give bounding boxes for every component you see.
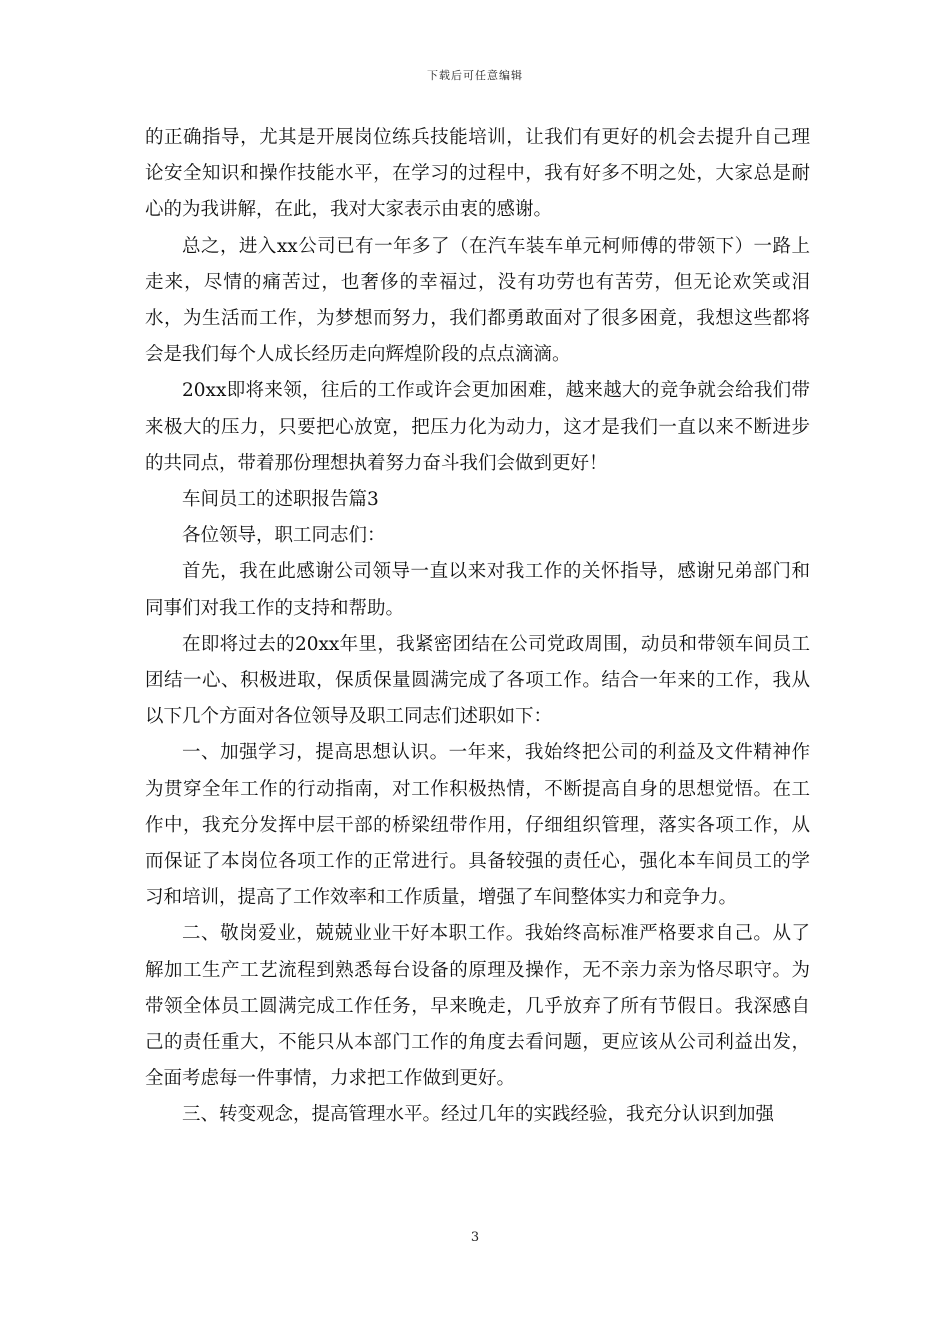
page-number: 3: [470, 1230, 480, 1245]
section-title: 车间员工的述职报告篇3: [182, 489, 379, 511]
paragraph-point-3: 三、转变观念，提高管理水平。经过几年的实践经验，我充分认识到加强: [182, 1104, 775, 1126]
paragraph-point-1: 一、加强学习，提高思想认识。一年来，我始终把公司的利益及文件精神作为贯穿全年工作的行动指南，对工作积极热情，不断提高自身的思想觉悟。在工作中，我充分发挥中层干部的桥梁纽带作用，仔细组织管理，落实各项工作，从而保证了本岗位各项工作的正常进行。具备较强的责任心，强化本车间员工的学习和培训，提高了工作效率和工作质量，增强了车间整体实力和竞争力。: [145, 742, 810, 909]
page-header: 下载后可任意编辑: [427, 69, 523, 82]
document-body: [145, 120, 810, 1134]
salutation: 各位领导，职工同志们：: [182, 525, 386, 547]
paragraph-intro: 在即将过去的20xx年里，我紧密团结在公司党政周围，动员和带领车间员工团结一心、积极进取，保质保量圆满完成了各项工作。结合一年来的工作，我从以下几个方面对各位领导及职工同志们述职如下：: [145, 633, 810, 728]
paragraph-point-2: 二、敬岗爱业，兢兢业业干好本职工作。我始终高标准严格要求自己。从了解加工生产工艺流程到熟悉每台设备的原理及操作，无不亲力亲为恪尽职守。为带领全体员工圆满完成工作任务，早来晚走，几乎放弃了所有节假日。我深感自己的责任重大，不能只从本部门工作的角度去看问题，更应该从公司利益出发，全面考虑每一件事情，力求把工作做到更好。: [145, 923, 810, 1090]
paragraph-continued: 的正确指导，尤其是开展岗位练兵技能培训，让我们有更好的机会去提升自己理论安全知识和操作技能水平，在学习的过程中，我有好多不明之处，大家总是耐心的为我讲解，在此，我对大家表示由衷的感谢。: [145, 127, 810, 221]
paragraph-summary: 总之，进入xx公司已有一年多了（在汽车装车单元柯师傅的带领下）一路上走来，尽情的痛苦过，也奢侈的幸福过，没有功劳也有苦劳，但无论欢笑或泪水，为生活而工作，为梦想而努力，我们都勇敢面对了很多困竟，我想这些都将会是我们每个人成长经历走向辉煌阶段的点点滴滴。: [145, 235, 810, 366]
paragraph-thanks: 首先，我在此感谢公司领导一直以来对我工作的关怀指导，感谢兄弟部门和同事们对我工作的支持和帮助。: [145, 561, 810, 619]
paragraph-outlook: 20xx即将来领，往后的工作或许会更加困难，越来越大的竞争就会给我们带来极大的压力，只要把心放宽，把压力化为动力，这才是我们一直以来不断进步的共同点，带着那份理想执着努力奋斗我们会做到更好！: [145, 380, 810, 474]
